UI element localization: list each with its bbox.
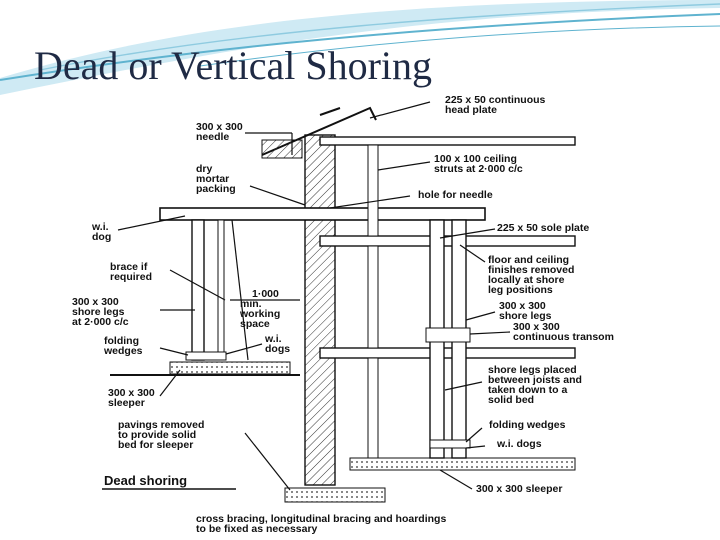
label-dry-mortar-1: dry — [196, 163, 213, 175]
label-wi-dog-1: w.i. — [92, 221, 109, 233]
foundation-block — [285, 488, 385, 502]
roof-fill — [262, 140, 302, 158]
left-shore-leg — [192, 220, 204, 360]
label-dry-mortar-3: packing — [196, 183, 236, 195]
left-sleeper — [170, 362, 290, 374]
right-sleeper — [350, 458, 575, 470]
label-floor-finish-3: locally at shore — [488, 274, 565, 286]
label-bracing-2: to be fixed as necessary — [196, 523, 318, 535]
label-sleeper-l-2: sleeper — [108, 397, 145, 409]
label-dry-mortar-2: mortar — [196, 173, 230, 185]
label-transom-2: continuous transom — [513, 331, 614, 343]
wall — [305, 108, 340, 485]
label-head-plate-2: head plate — [445, 104, 497, 116]
caption-dead-shoring: Dead shoring — [104, 473, 188, 488]
label-hole-needle: hole for needle — [418, 189, 493, 201]
label-ceiling-struts-2: struts at 2·000 c/c — [434, 163, 523, 175]
label-shore-legs-l-1: 300 x 300 — [72, 296, 119, 308]
label-wi-dogs-r: w.i. dogs — [497, 438, 542, 450]
label-work-space-3: working — [240, 308, 281, 320]
label-folding-wedges-l-1: folding — [104, 335, 139, 347]
label-floor-finish-1: floor and ceiling — [488, 254, 570, 266]
label-pavings-1: pavings removed — [118, 419, 205, 431]
label-sole-plate: 225 x 50 sole plate — [497, 222, 590, 234]
label-work-space-4: space — [240, 318, 270, 330]
left-folding-wedges — [186, 352, 226, 360]
label-brace-1: brace if — [110, 261, 148, 273]
label-placed-2: between joists and — [488, 374, 582, 386]
label-wi-dogs-l-1: w.i. — [265, 333, 282, 345]
label-shore-legs-l-2: shore legs — [72, 306, 125, 318]
right-folding-wedges — [430, 440, 470, 448]
label-ceiling-struts-1: 100 x 100 ceiling — [434, 153, 517, 165]
head-plate — [320, 137, 575, 145]
ceiling-strut-middle — [368, 246, 378, 348]
label-transom-1: 300 x 300 — [513, 321, 560, 333]
left-brace — [232, 220, 248, 360]
label-shore-legs-r-2: shore legs — [499, 310, 552, 322]
label-placed-4: solid bed — [488, 394, 535, 406]
needle-beam — [160, 208, 485, 220]
continuous-transom — [320, 348, 575, 358]
label-folding-wedges-r: folding wedges — [489, 419, 566, 431]
label-work-space-2: min. — [240, 298, 262, 310]
label-placed-1: shore legs placed — [488, 364, 577, 376]
label-brace-2: required — [110, 271, 153, 283]
label-wi-dog-2: dog — [92, 231, 112, 243]
label-folding-wedges-l-2: wedges — [104, 345, 143, 357]
label-pavings-2: to provide solid — [118, 429, 197, 441]
right-transom-block — [426, 328, 470, 342]
sole-plate — [320, 236, 575, 246]
label-work-space-1: 1·000 — [252, 288, 279, 300]
label-shore-legs-l-3: at 2·000 c/c — [72, 316, 129, 328]
label-needle-1: 300 x 300 — [196, 121, 243, 133]
label-sleeper-l-1: 300 x 300 — [108, 387, 155, 399]
left-shore-leg-2 — [218, 220, 224, 360]
label-bracing-1: cross bracing, longitudinal bracing and hoardings — [196, 513, 447, 525]
ceiling-strut-lower — [368, 358, 378, 458]
label-needle-2: needle — [196, 131, 230, 143]
label-shore-legs-r-1: 300 x 300 — [499, 300, 546, 312]
label-head-plate-1: 225 x 50 continuous — [445, 94, 546, 106]
label-sleeper-r: 300 x 300 sleeper — [476, 483, 563, 495]
label-placed-3: taken down to a — [488, 384, 568, 396]
label-wi-dogs-l-2: dogs — [265, 343, 291, 355]
ceiling-strut-upper — [368, 145, 378, 236]
label-pavings-3: bed for sleeper — [118, 439, 194, 451]
label-floor-finish-2: finishes removed — [488, 264, 575, 276]
slide-title: Dead or Vertical Shoring — [34, 43, 433, 88]
label-floor-finish-4: leg positions — [488, 284, 553, 296]
